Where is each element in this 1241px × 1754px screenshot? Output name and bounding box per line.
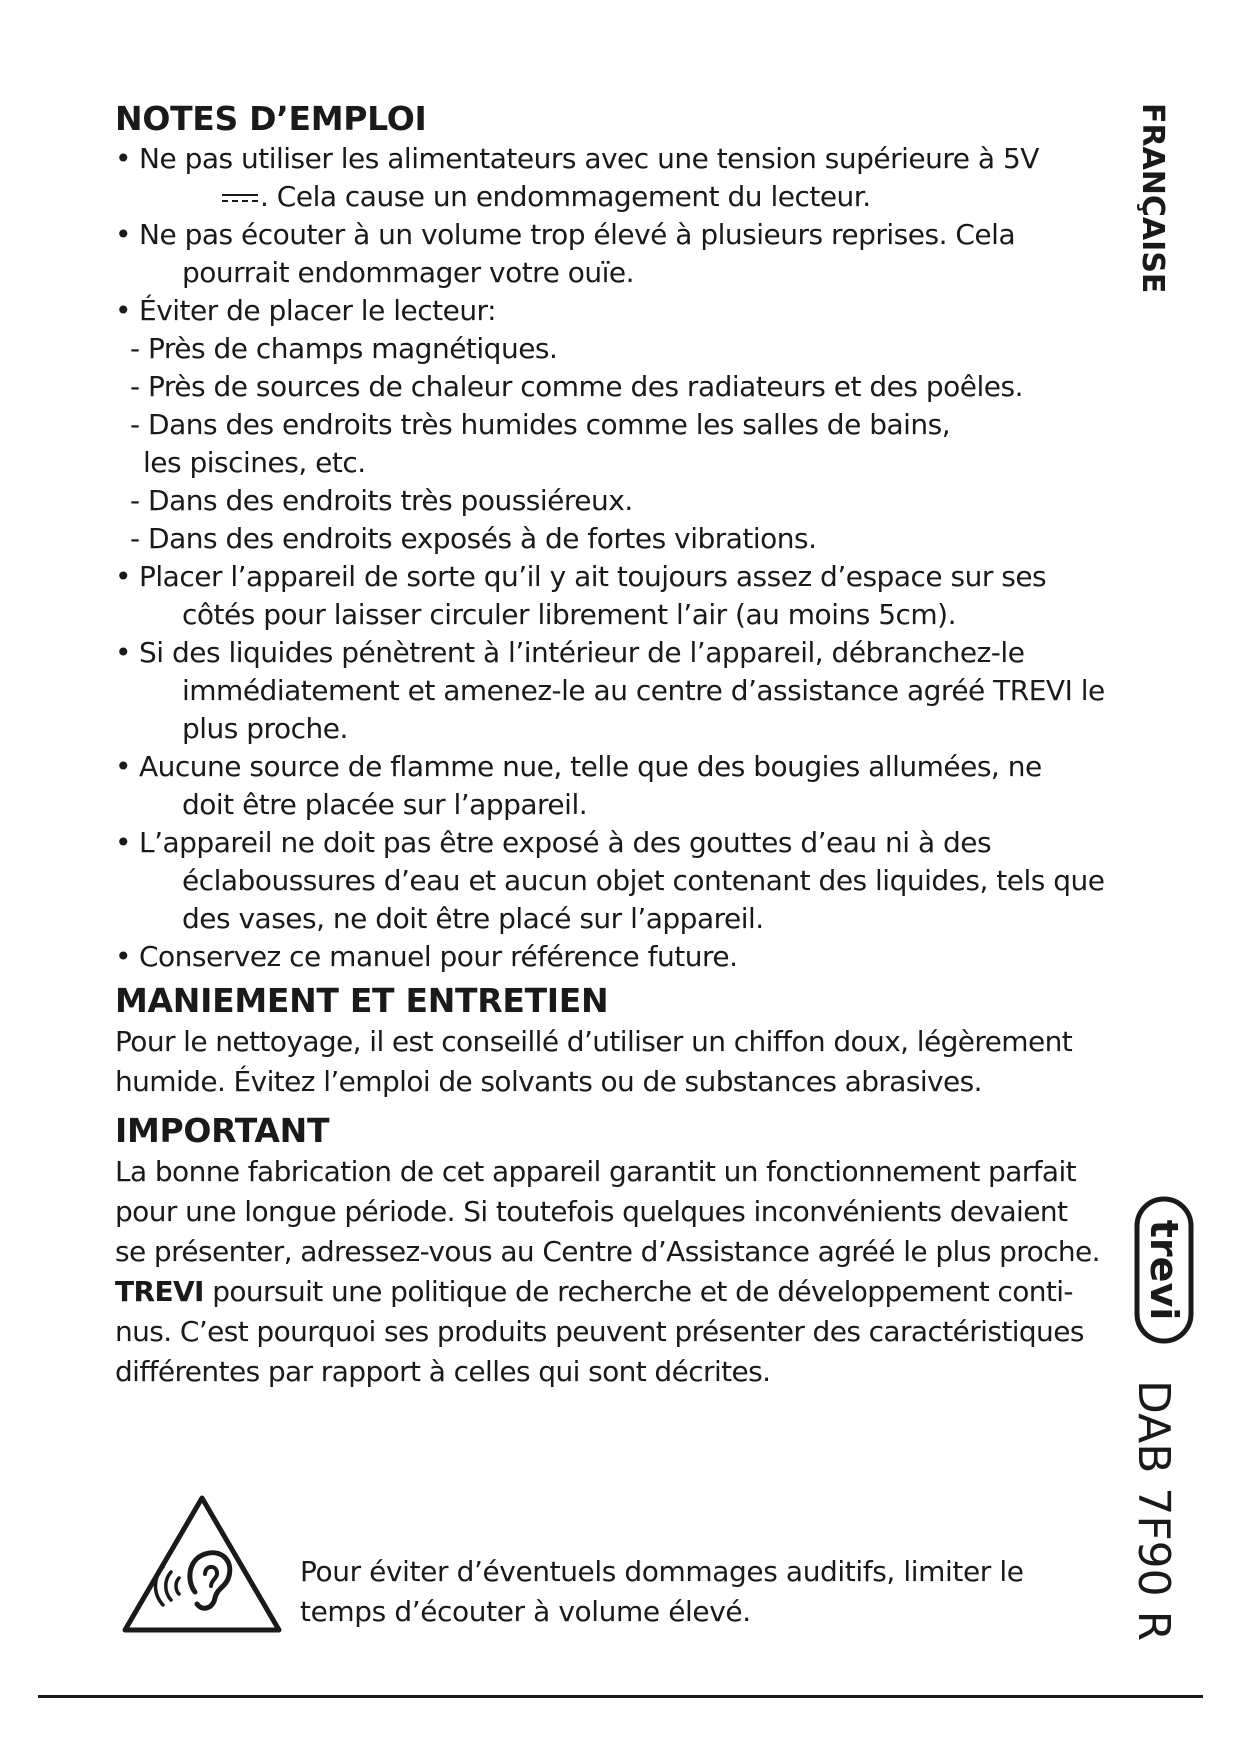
note-flame (115, 748, 1125, 824)
notes-list (115, 140, 1125, 330)
note-text: éclaboussures d’eau et aucun objet contenant des liquides, tels que (182, 864, 1105, 897)
language-tab (1130, 103, 1174, 313)
note-volume (115, 216, 1125, 292)
note-text: Éviter de placer le lecteur: (139, 294, 497, 327)
note-placement (115, 292, 1125, 330)
note-text: Conservez ce manuel pour référence future. (139, 940, 738, 973)
logo-text: trevi (1142, 1219, 1186, 1321)
note-text: . Cela cause un endommagement du lecteur. (260, 180, 871, 213)
maintenance-title: MANIEMENT ET ENTRETIEN (115, 981, 609, 1020)
notes-title: NOTES D’EMPLOI (115, 99, 427, 138)
brand-name: TREVI (115, 1275, 204, 1308)
note-text: Placer l’appareil de sorte qu’il y ait toujours assez d’espace sur ses (139, 560, 1047, 593)
sub-item: - Près de champs magnétiques. (130, 332, 558, 365)
language-label: FRANÇAISE (1135, 103, 1170, 294)
maintenance-line: humide. Évitez l’emploi de solvants ou de substances abrasives. (115, 1065, 982, 1098)
maintenance-line: Pour le nettoyage, il est conseillé d’utiliser un chiffon doux, légèrement (115, 1025, 1073, 1058)
sub-item: - Dans des endroits exposés à de fortes vibrations. (130, 522, 817, 555)
page-content (115, 98, 1125, 1392)
important-line-text: poursuit une politique de recherche et de développement conti- (203, 1275, 1073, 1308)
note-text: côtés pour laisser circuler librement l’air (au moins 5cm). (182, 598, 957, 631)
sub-item: - Près de sources de chaleur comme des radiateurs et des poêles. (130, 370, 1023, 403)
sub-item (130, 406, 1125, 482)
important-line: se présenter, adressez-vous au Centre d’Assistance agréé le plus proche. (115, 1235, 1100, 1268)
model-name: DAB 7F90 R (1128, 1380, 1179, 1642)
note-text: immédiatement et amenez-le au centre d’assistance agréé TREVI le (182, 674, 1105, 707)
important-line: La bonne fabrication de cet appareil garantit un fonctionnement parfait (115, 1155, 1077, 1188)
important-title: IMPORTANT (115, 1111, 330, 1150)
warning-line: Pour éviter d’éventuels dommages auditifs, limiter le (300, 1555, 1024, 1588)
warning-line: temps d’écouter à volume élevé. (300, 1595, 751, 1628)
important-line: nus. C’est pourquoi ses produits peuvent présenter des caractéristiques (115, 1315, 1084, 1348)
important-line (115, 1272, 1125, 1312)
trevi-logo-icon (1133, 1195, 1195, 1345)
placement-sublist (115, 330, 1125, 558)
note-text: pourrait endommager votre ouïe. (182, 256, 634, 289)
model-label-box (1128, 1380, 1178, 1660)
important-line: différentes par rapport à celles qui sont décrites. (115, 1355, 771, 1388)
note-text: Ne pas utiliser les alimentateurs avec une tension supérieure à 5V (139, 142, 1039, 175)
note-text: Si des liquides pénètrent à l’intérieur de l’appareil, débranchez-le (139, 636, 1025, 669)
notes-list-continued (115, 558, 1125, 976)
note-power-supply (115, 140, 1125, 216)
important-line: pour une longue période. Si toutefois quelques inconvénients devaient (115, 1195, 1068, 1228)
note-text: Aucune source de flamme nue, telle que des bougies allumées, ne (139, 750, 1042, 783)
sub-item: - Dans des endroits très poussiéreux. (130, 484, 633, 517)
note-ventilation (115, 558, 1125, 634)
note-text: Ne pas écouter à un volume trop élevé à plusieurs reprises. Cela (139, 218, 1016, 251)
sub-item-text: les piscines, etc. (143, 446, 366, 479)
sub-item-text: - Dans des endroits très humides comme les salles de bains, (130, 408, 951, 441)
note-text: des vases, ne doit être placé sur l’appareil. (182, 902, 764, 935)
hearing-warning-text (300, 1552, 1100, 1632)
note-water (115, 824, 1125, 938)
note-text: doit être placée sur l’appareil. (182, 788, 588, 821)
note-text: plus proche. (182, 712, 348, 745)
note-keep-manual (115, 938, 1125, 976)
note-liquids (115, 634, 1125, 748)
note-text: L’appareil ne doit pas être exposé à des gouttes d’eau ni à des (139, 826, 992, 859)
dc-symbol-icon (222, 192, 258, 204)
hearing-warning-icon (117, 1490, 287, 1640)
footer-divider (38, 1695, 1203, 1698)
trevi-logo (1133, 1195, 1195, 1345)
